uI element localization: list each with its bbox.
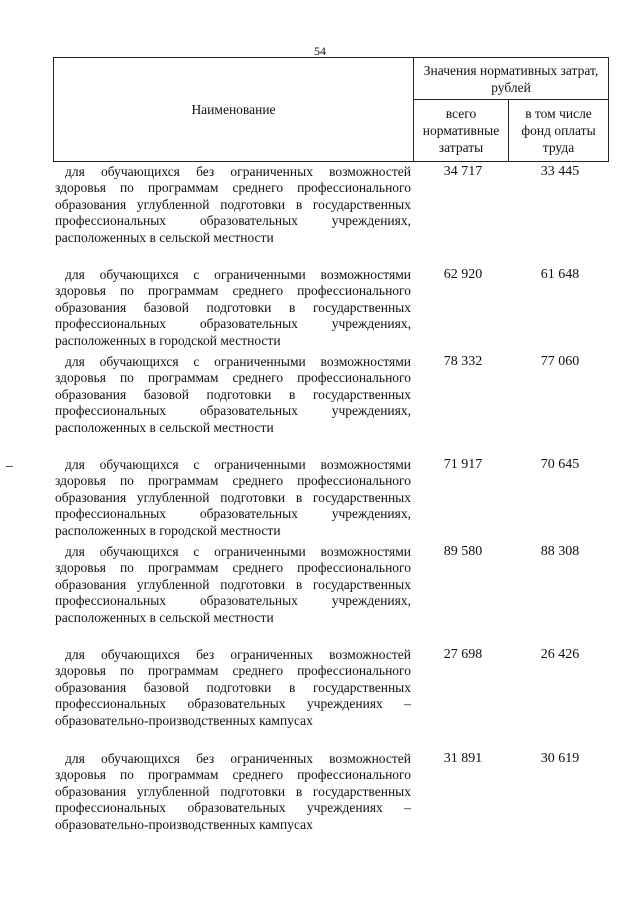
row-total: 62 920 — [443, 267, 483, 282]
row-description: для обучающихся с ограниченными возможностями здоровья по программам среднего профессионального образования базовой подготовки в государственных профессиональных образовательных учреждениях, расположенных в городской местности — [55, 267, 411, 348]
row-wage: 88 308 — [540, 544, 580, 559]
header-total: всего нормативные затраты — [414, 100, 509, 162]
row-description: для обучающихся без ограниченных возможностей здоровья по программам среднего профессионального образования углубленной подготовки в государственных профессиональных образовательных учреждениях – образовательно-производственных кампусах — [55, 751, 411, 832]
row-wage: 61 648 — [540, 267, 580, 282]
page-number: 54 — [314, 44, 326, 58]
table-header — [53, 57, 609, 162]
row-total: 27 698 — [443, 647, 483, 662]
row-wage: 70 645 — [540, 457, 580, 472]
row-wage: 77 060 — [540, 354, 580, 369]
header-group: Значения нормативных затрат, рублей — [414, 58, 609, 100]
row-description: для обучающихся с ограниченными возможностями здоровья по программам среднего профессионального образования углубленной подготовки в государственных профессиональных образовательных учреждениях, расположенных в сельской местности — [55, 544, 411, 625]
row-wage: 30 619 — [540, 751, 580, 766]
row-description: для обучающихся без ограниченных возможностей здоровья по программам среднего профессионального образования базовой подготовки в государственных профессиональных образовательных учреждениях – образовательно-производственных кампусах — [55, 647, 411, 728]
header-name: Наименование — [54, 58, 414, 162]
margin-mark — [6, 466, 13, 467]
row-description: для обучающихся с ограниченными возможностями здоровья по программам среднего профессионального образования базовой подготовки в государственных профессиональных образовательных учреждениях, расположенных в сельской местности — [55, 354, 411, 435]
row-wage: 33 445 — [540, 164, 580, 179]
row-description: для обучающихся с ограниченными возможностями здоровья по программам среднего профессионального образования углубленной подготовки в государственных профессиональных образовательных учреждениях, расположенных в городской местности — [55, 457, 411, 538]
row-total: 71 917 — [443, 457, 483, 472]
header-wage: в том числе фонд оплаты труда — [509, 100, 609, 162]
row-total: 89 580 — [443, 544, 483, 559]
row-total: 78 332 — [443, 354, 483, 369]
row-description: для обучающихся без ограниченных возможностей здоровья по программам среднего профессионального образования углубленной подготовки в государственных профессиональных образовательных учреждениях, расположенных в сельской местности — [55, 164, 411, 245]
row-total: 31 891 — [443, 751, 483, 766]
row-total: 34 717 — [443, 164, 483, 179]
row-wage: 26 426 — [540, 647, 580, 662]
